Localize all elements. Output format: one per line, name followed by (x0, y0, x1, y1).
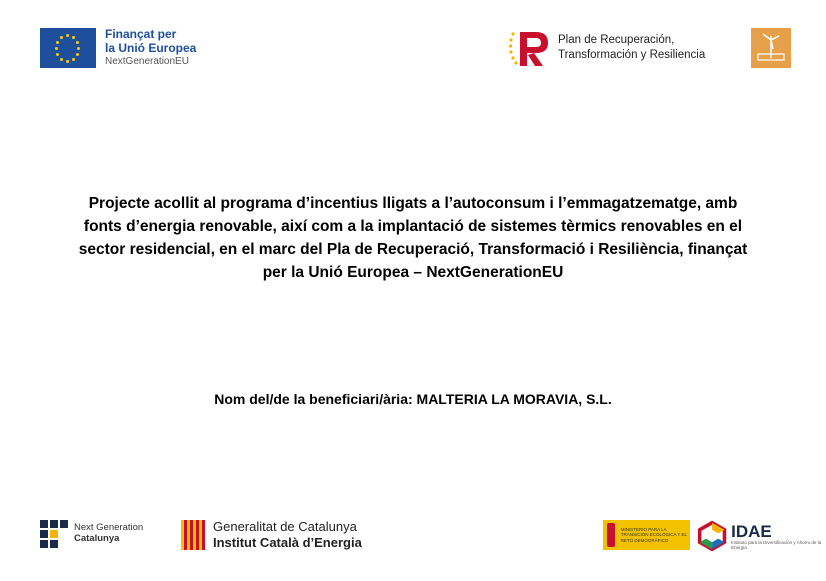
description-line-1: Projecte acollit al programa d’incentius lligats a l’autoconsum i l’emmagatzematge, amb (88, 195, 738, 212)
eu-flag-icon (40, 28, 96, 68)
eu-line3: NextGenerationEU (105, 56, 189, 68)
prtr-line1: Plan de Recuperación, (558, 34, 675, 47)
description-line-2: fonts d’energia renovable, així com a la implantació de sistemes tèrmics renovables en el (83, 218, 743, 235)
next-generation-catalunya-logo (40, 520, 143, 548)
ngc-line2: Catalunya (74, 533, 120, 544)
ngc-line1: Next Generation (74, 522, 144, 534)
spain-shield-icon (607, 523, 615, 547)
icaen-line: Institut Català d’Energia (213, 534, 362, 550)
description-line-3: sector residencial, en el marc del Pla de Recuperació, Transformació i Resiliència, finançat (78, 241, 748, 258)
prtr-r-icon (508, 28, 552, 68)
idae-subtitle: Instituto para la Diversificación y Ahorro de la Energía (731, 539, 822, 550)
prtr-logo (508, 28, 705, 68)
senyera-icon (181, 520, 205, 550)
eu-line2: la Unió Europea (105, 41, 197, 56)
description-line-4: per la Unió Europea – NextGenerationEU (262, 264, 564, 281)
spanish-ministry-logo (603, 520, 690, 550)
ministry-text: MINISTERIO PARA LA TRANSICIÓN ECOLÓGICA Y EL RETO DEMOGRÁFICO (620, 526, 687, 543)
idae-name: IDAE (731, 521, 772, 541)
idae-mark-icon (697, 520, 727, 552)
generalitat-line: Generalitat de Catalunya (213, 519, 357, 534)
beneficiary-name: Nom del/de la beneficiari/ària: MALTERIA LA MORAVIA, S.L. (214, 391, 612, 407)
ngc-mark-icon (40, 520, 68, 548)
project-description (40, 192, 786, 284)
prtr-line2: Transformación y Resiliencia (558, 49, 706, 61)
energy-project-icon (751, 28, 791, 68)
idae-logo (697, 520, 826, 552)
eu-line1: Finançat per (105, 27, 177, 42)
eu-funding-logo (40, 28, 196, 68)
generalitat-icaen-logo (181, 519, 362, 550)
